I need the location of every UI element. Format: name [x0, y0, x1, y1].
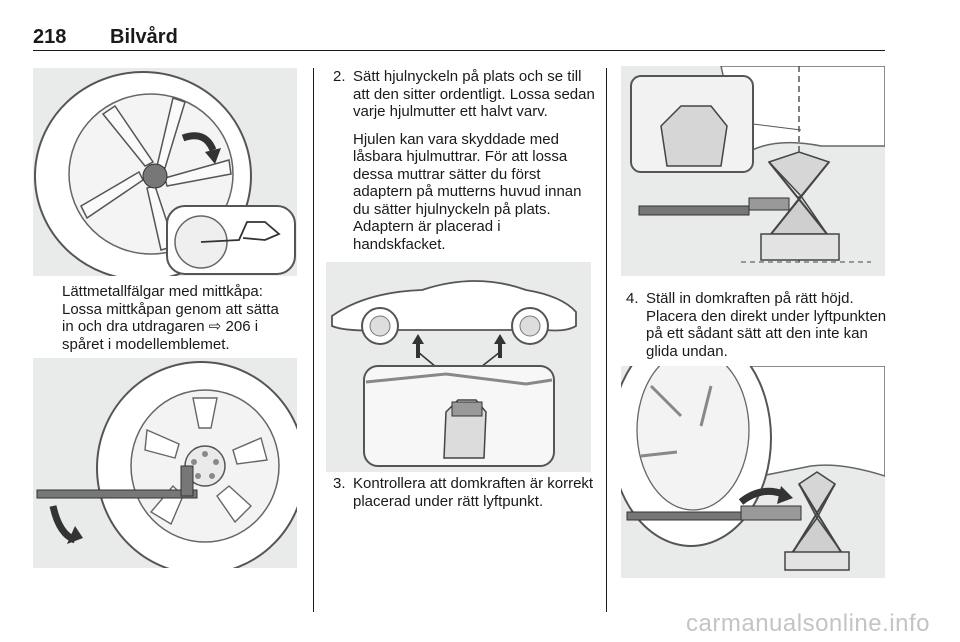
step-text: Kontrollera att domkraften är korrekt placerad under rätt lyftpunkt.: [353, 475, 594, 510]
section-title: Bilvård: [110, 26, 178, 48]
step-number: 2.: [333, 68, 346, 85]
step-text: Sätt hjulnyckeln på plats och se till att den sitter ordentligt. Lossa sedan varje hjulmutter ett halvt varv.: [353, 68, 595, 120]
page-reference-icon: ⇨: [208, 318, 222, 335]
step-2: [333, 68, 595, 263]
figure-jack-under-car: [621, 366, 885, 578]
step-number: 4.: [626, 290, 639, 307]
figure-wheel-wrench: [33, 358, 297, 568]
list-item: [333, 68, 595, 263]
figure-jack-height: [621, 66, 885, 276]
caption-text: in och dra utdragaren: [62, 318, 205, 335]
list-item: [626, 290, 888, 360]
step-note: Hjulen kan vara skyddade med låsbara hjulmuttrar. För att lossa dessa muttrar sätter du först adaptern på mutterns huvud innan du sätter hjulnyckeln på plats. Adaptern är placerad i handskfacket.: [353, 130, 582, 253]
figure-lifting-points: [326, 262, 591, 472]
page-reference[interactable]: 206 i: [225, 318, 259, 335]
list-item: [333, 475, 595, 510]
caption-line: spåret i modellemblemet.: [62, 335, 230, 353]
page-number: 218: [33, 26, 67, 48]
caption-alloy-wheel: [62, 283, 302, 353]
caption-line: [62, 318, 302, 336]
step-text: Ställ in domkraften på rätt höjd. Placera den direkt under lyftpunkten på ett sådant sätt att den inte kan glida undan.: [646, 290, 887, 360]
step-4: [626, 290, 888, 360]
figure-alloy-wheel-cap: [33, 68, 297, 276]
caption-line: Lättmetallfälgar med mittkåpa:: [62, 283, 263, 300]
header-rule: [33, 50, 885, 51]
watermark: carmanualsonline.info: [686, 610, 930, 637]
step-3: [333, 475, 595, 510]
column-divider-left: [313, 68, 314, 612]
column-divider-right: [606, 68, 607, 612]
step-number: 3.: [333, 475, 346, 492]
caption-line: Lossa mittkåpan genom att sätta: [62, 300, 279, 318]
